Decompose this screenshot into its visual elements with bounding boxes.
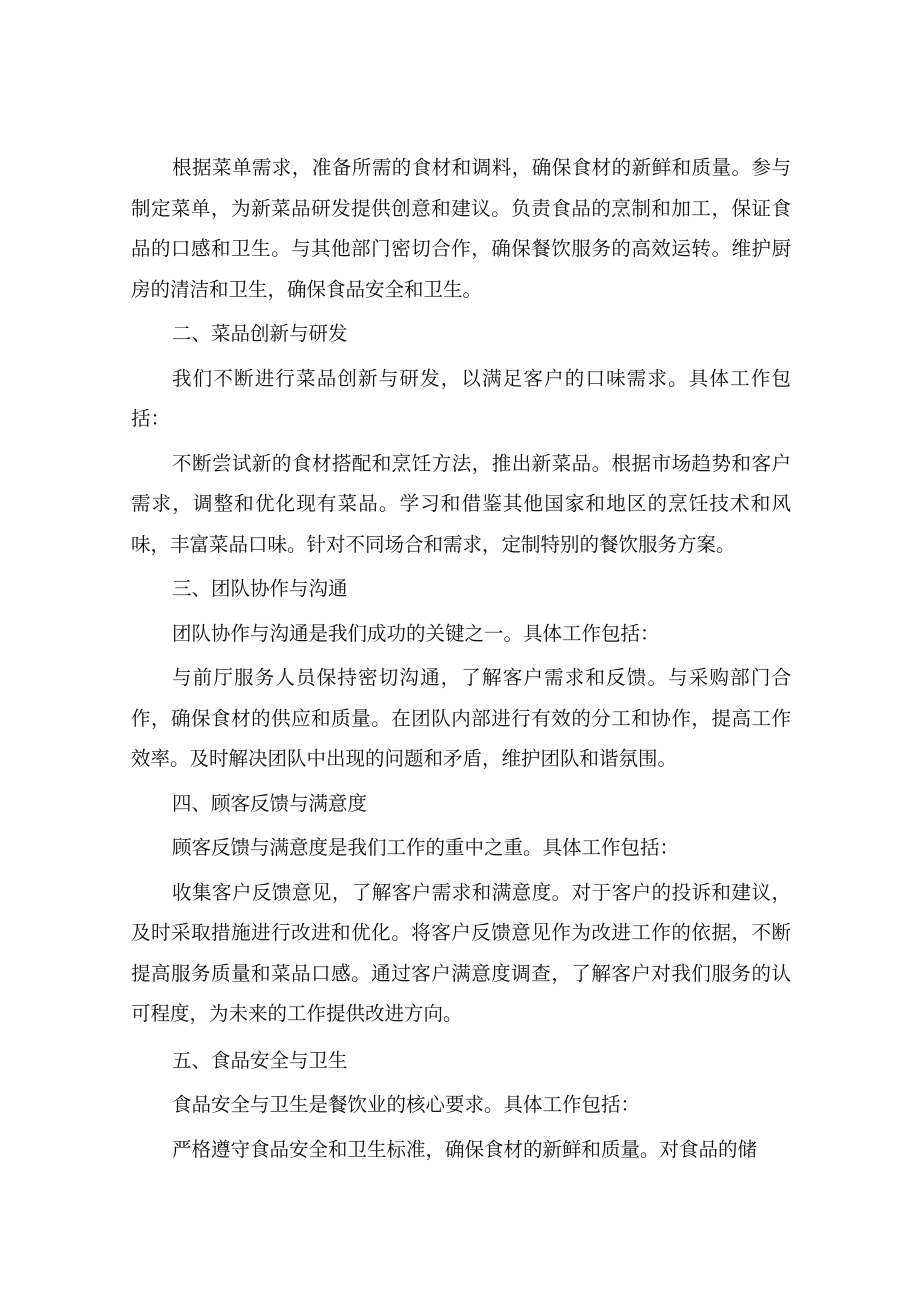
section-heading-food-safety: 五、食品安全与卫生	[172, 1048, 348, 1072]
paragraph-kitchen-duties: 根据菜单需求，准备所需的食材和调料，确保食材的新鲜和质量。参与制定菜单，为新菜品研发提供创意和建议。负责食品的烹制和加工，保证食品的口感和卫生。与其他部门密切合作，确保餐饮服务的高效运转。维护厨房的清洁和卫生，确保食品安全和卫生。	[131, 156, 791, 301]
paragraph-innovation-intro: 我们不断进行菜品创新与研发，以满足客户的口味需求。具体工作包括：	[131, 366, 791, 430]
paragraph-feedback-details: 收集客户反馈意见，了解客户需求和满意度。对于客户的投诉和建议，及时采取措施进行改进和优化。将客户反馈意见作为改进工作的依据，不断提高服务质量和菜品口感。通过客户满意度调查，了解客户对我们服务的认可程度，为未来的工作提供改进方向。	[131, 880, 791, 1025]
section-heading-teamwork: 三、团队协作与沟通	[172, 577, 348, 600]
paragraph-teamwork-details: 与前厅服务人员保持密切沟通，了解客户需求和反馈。与采购部门合作，确保食材的供应和质量。在团队内部进行有效的分工和协作，提高工作效率。及时解决团队中出现的问题和矛盾，维护团队和谐氛围。	[131, 666, 791, 770]
paragraph-innovation-details: 不断尝试新的食材搭配和烹饪方法，推出新菜品。根据市场趋势和客户需求，调整和优化现有菜品。学习和借鉴其他国家和地区的烹饪技术和风味，丰富菜品口味。针对不同场合和需求，定制特别的餐饮服务方案。	[131, 451, 791, 556]
section-heading-menu-innovation: 二、菜品创新与研发	[172, 322, 348, 345]
document-body	[131, 148, 791, 1170]
paragraph-teamwork-intro: 团队协作与沟通是我们成功的关键之一。具体工作包括：	[172, 621, 660, 645]
paragraph-safety-details: 严格遵守食品安全和卫生标准，确保食材的新鲜和质量。对食品的储	[172, 1137, 758, 1161]
section-heading-customer-feedback: 四、顾客反馈与满意度	[172, 791, 368, 815]
paragraph-safety-intro: 食品安全与卫生是餐饮业的核心要求。具体工作包括：	[172, 1093, 641, 1116]
paragraph-feedback-intro: 顾客反馈与满意度是我们工作的重中之重。具体工作包括：	[172, 836, 680, 859]
